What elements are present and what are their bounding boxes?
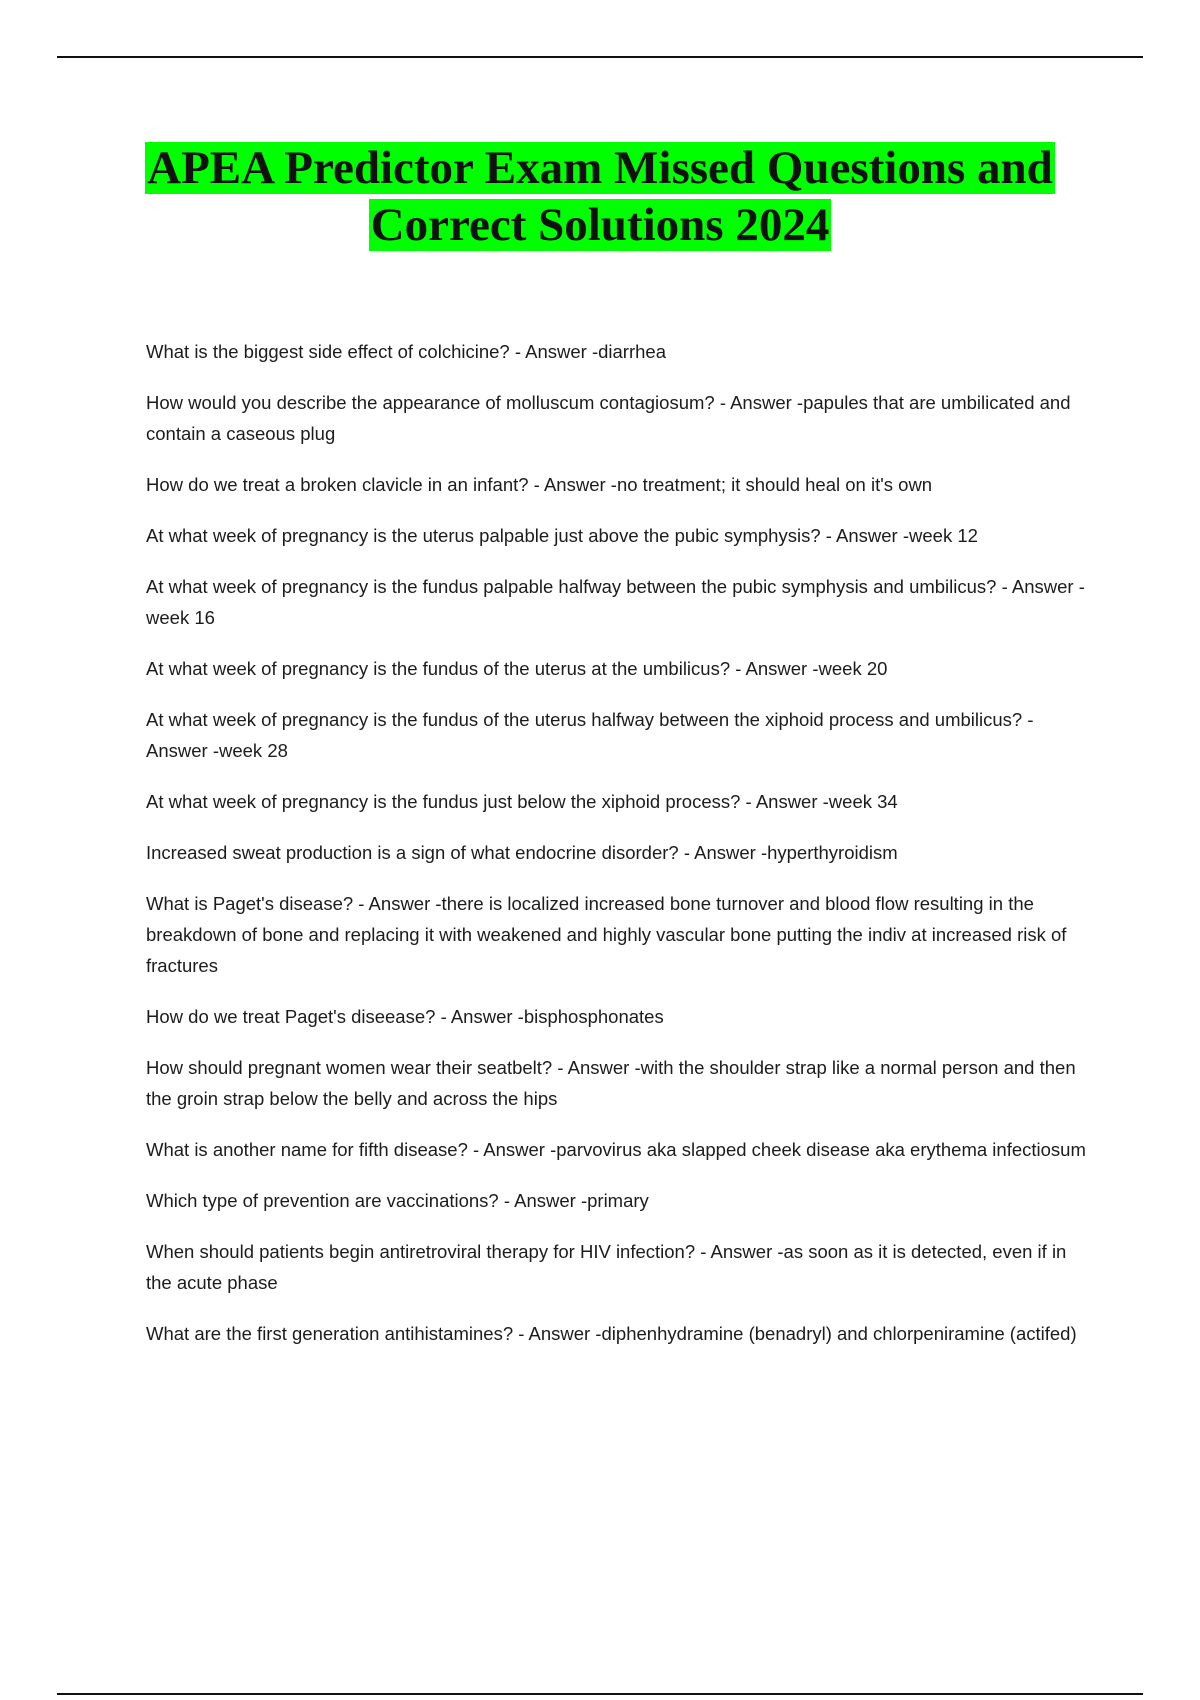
qa-item: At what week of pregnancy is the fundus of the uterus halfway between the xiphoid process and umbilicus? - Answer -week 28 <box>146 709 1034 761</box>
qa-item: How should pregnant women wear their seatbelt? - Answer -with the shoulder strap like a normal person and then the groin strap below the belly and across the hips <box>146 1057 1076 1109</box>
qa-item: Which type of prevention are vaccinations? - Answer -primary <box>146 1190 649 1211</box>
qa-item: How do we treat Paget's diseease? - Answer -bisphosphonates <box>146 1006 664 1027</box>
title-line-1: APEA Predictor Exam Missed Questions and <box>147 142 1053 194</box>
qa-item: What are the first generation antihistamines? - Answer -diphenhydramine (benadryl) and chlorpeniramine (actifed) <box>146 1323 1077 1344</box>
qa-item: At what week of pregnancy is the uterus palpable just above the pubic symphysis? - Answer -week 12 <box>146 525 978 546</box>
qa-item: At what week of pregnancy is the fundus of the uterus at the umbilicus? - Answer -week 20 <box>146 658 888 679</box>
bottom-rule <box>57 1693 1143 1695</box>
top-rule <box>57 56 1143 58</box>
qa-item: At what week of pregnancy is the fundus just below the xiphoid process? - Answer -week 34 <box>146 791 898 812</box>
qa-item: Increased sweat production is a sign of what endocrine disorder? - Answer -hyperthyroidism <box>146 842 898 863</box>
qa-item: At what week of pregnancy is the fundus palpable halfway between the pubic symphysis and umbilicus? - Answer -week 16 <box>146 576 1085 628</box>
qa-list <box>146 336 1086 1369</box>
document-title <box>0 140 1200 254</box>
qa-item: What is another name for fifth disease? - Answer -parvovirus aka slapped cheek disease aka erythema infectiosum <box>146 1139 1086 1160</box>
qa-item: How do we treat a broken clavicle in an infant? - Answer -no treatment; it should heal on it's own <box>146 474 933 495</box>
qa-item: What is the biggest side effect of colchicine? - Answer -diarrhea <box>146 341 666 362</box>
title-block <box>0 140 1200 254</box>
qa-item: What is Paget's disease? - Answer -there is localized increased bone turnover and blood flow resulting in the breakdown of bone and replacing it with weakened and highly vascular bone putting the indiv at increased risk of fractures <box>146 893 1067 976</box>
qa-item: How would you describe the appearance of molluscum contagiosum? - Answer -papules that are umbilicated and contain a caseous plug <box>146 392 1071 444</box>
title-line-2: Correct Solutions 2024 <box>370 199 830 251</box>
qa-item: When should patients begin antiretroviral therapy for HIV infection? - Answer -as soon as it is detected, even if in the acute phase <box>146 1241 1067 1293</box>
